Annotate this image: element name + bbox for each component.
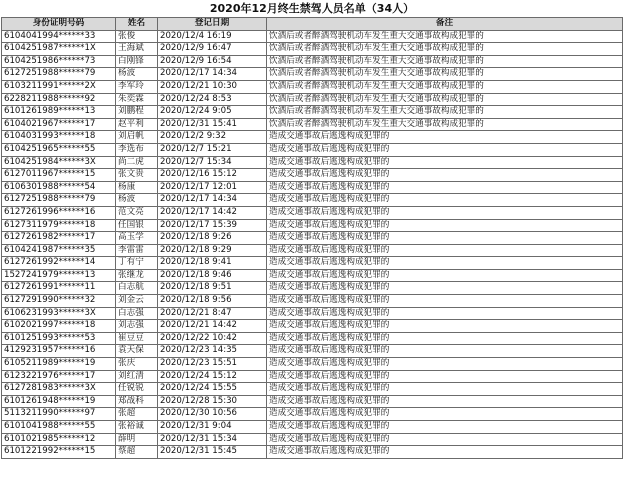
cell-id: 6101251993******53 bbox=[2, 332, 116, 345]
table-body bbox=[2, 30, 623, 458]
cell-note: 饮酒后或者醉酒驾驶机动车发生重大交通事故构成犯罪的 bbox=[267, 80, 623, 93]
table-row bbox=[2, 30, 623, 43]
cell-name: 刘志强 bbox=[116, 320, 158, 333]
table-row bbox=[2, 244, 623, 257]
cell-note: 造成交通事故后逃逸构成犯罪的 bbox=[267, 433, 623, 446]
cell-date: 2020/12/7 15:34 bbox=[158, 156, 267, 169]
cell-id: 6127251988******79 bbox=[2, 194, 116, 207]
cell-date: 2020/12/18 9:51 bbox=[158, 282, 267, 295]
table-row bbox=[2, 68, 623, 81]
table-row bbox=[2, 118, 623, 131]
cell-date: 2020/12/24 15:12 bbox=[158, 370, 267, 383]
table-row bbox=[2, 307, 623, 320]
cell-note: 造成交通事故后逃逸构成犯罪的 bbox=[267, 143, 623, 156]
cell-id: 6127011967******15 bbox=[2, 169, 116, 182]
cell-id: 1527241979******13 bbox=[2, 269, 116, 282]
cell-note: 造成交通事故后逃逸构成犯罪的 bbox=[267, 295, 623, 308]
cell-note: 造成交通事故后逃逸构成犯罪的 bbox=[267, 219, 623, 232]
cell-name: 李选布 bbox=[116, 143, 158, 156]
table-row bbox=[2, 169, 623, 182]
table-row bbox=[2, 131, 623, 144]
cell-id: 6104041994******33 bbox=[2, 30, 116, 43]
cell-date: 2020/12/31 15:41 bbox=[158, 118, 267, 131]
cell-date: 2020/12/22 10:42 bbox=[158, 332, 267, 345]
table-header bbox=[2, 18, 623, 31]
cell-note: 造成交通事故后逃逸构成犯罪的 bbox=[267, 206, 623, 219]
cell-name: 张超 bbox=[116, 408, 158, 421]
cell-name: 高玉学 bbox=[116, 232, 158, 245]
cell-note: 造成交通事故后逃逸构成犯罪的 bbox=[267, 282, 623, 295]
table-row bbox=[2, 421, 623, 434]
cell-date: 2020/12/18 9:26 bbox=[158, 232, 267, 245]
table-row bbox=[2, 156, 623, 169]
cell-name: 张文贵 bbox=[116, 169, 158, 182]
cell-date: 2020/12/17 12:01 bbox=[158, 181, 267, 194]
cell-name: 张裕诚 bbox=[116, 421, 158, 434]
table-row bbox=[2, 106, 623, 119]
cell-note: 饮酒后或者醉酒驾驶机动车发生重大交通事故构成犯罪的 bbox=[267, 30, 623, 43]
cell-id: 6127261996******16 bbox=[2, 206, 116, 219]
header-row bbox=[2, 18, 623, 31]
cell-name: 张俊 bbox=[116, 30, 158, 43]
ban-list-table bbox=[1, 17, 623, 459]
cell-note: 饮酒后或者醉酒驾驶机动车发生重大交通事故构成犯罪的 bbox=[267, 55, 623, 68]
column-header-note: 备注 bbox=[267, 18, 623, 31]
cell-name: 赵平利 bbox=[116, 118, 158, 131]
cell-id: 6106231993******3X bbox=[2, 307, 116, 320]
table-row bbox=[2, 80, 623, 93]
cell-date: 2020/12/31 9:04 bbox=[158, 421, 267, 434]
cell-id: 6101021985******12 bbox=[2, 433, 116, 446]
cell-date: 2020/12/16 15:12 bbox=[158, 169, 267, 182]
cell-date: 2020/12/21 8:47 bbox=[158, 307, 267, 320]
table-row bbox=[2, 433, 623, 446]
cell-note: 造成交通事故后逃逸构成犯罪的 bbox=[267, 421, 623, 434]
cell-id: 6101041988******55 bbox=[2, 421, 116, 434]
cell-name: 李雷雷 bbox=[116, 244, 158, 257]
cell-date: 2020/12/18 9:29 bbox=[158, 244, 267, 257]
cell-name: 郑战科 bbox=[116, 395, 158, 408]
cell-id: 6106301988******54 bbox=[2, 181, 116, 194]
cell-name: 刘鹏程 bbox=[116, 106, 158, 119]
cell-name: 范文亮 bbox=[116, 206, 158, 219]
cell-name: 袁天保 bbox=[116, 345, 158, 358]
cell-id: 6104251986******73 bbox=[2, 55, 116, 68]
cell-date: 2020/12/28 15:30 bbox=[158, 395, 267, 408]
cell-name: 刘启帆 bbox=[116, 131, 158, 144]
table-row bbox=[2, 446, 623, 459]
cell-note: 造成交通事故后逃逸构成犯罪的 bbox=[267, 307, 623, 320]
cell-id: 6127261982******17 bbox=[2, 232, 116, 245]
cell-date: 2020/12/9 16:54 bbox=[158, 55, 267, 68]
cell-note: 饮酒后或者醉酒驾驶机动车发生重大交通事故构成犯罪的 bbox=[267, 43, 623, 56]
cell-name: 任国银 bbox=[116, 219, 158, 232]
cell-id: 6104251984******3X bbox=[2, 156, 116, 169]
cell-id: 6127311979******18 bbox=[2, 219, 116, 232]
cell-date: 2020/12/31 15:34 bbox=[158, 433, 267, 446]
cell-id: 6105211989******19 bbox=[2, 358, 116, 371]
cell-note: 造成交通事故后逃逸构成犯罪的 bbox=[267, 131, 623, 144]
table-row bbox=[2, 332, 623, 345]
cell-note: 饮酒后或者醉酒驾驶机动车发生重大交通事故构成犯罪的 bbox=[267, 68, 623, 81]
cell-id: 5113211990******97 bbox=[2, 408, 116, 421]
cell-note: 造成交通事故后逃逸构成犯罪的 bbox=[267, 169, 623, 182]
cell-date: 2020/12/18 9:46 bbox=[158, 269, 267, 282]
cell-date: 2020/12/23 14:35 bbox=[158, 345, 267, 358]
cell-name: 崔豆豆 bbox=[116, 332, 158, 345]
cell-note: 饮酒后或者醉酒驾驶机动车发生重大交通事故构成犯罪的 bbox=[267, 93, 623, 106]
cell-note: 造成交通事故后逃逸构成犯罪的 bbox=[267, 156, 623, 169]
table-row bbox=[2, 269, 623, 282]
cell-name: 李军玲 bbox=[116, 80, 158, 93]
cell-name: 杨康 bbox=[116, 181, 158, 194]
cell-date: 2020/12/17 14:34 bbox=[158, 194, 267, 207]
cell-date: 2020/12/18 9:56 bbox=[158, 295, 267, 308]
cell-date: 2020/12/31 15:45 bbox=[158, 446, 267, 459]
cell-note: 造成交通事故后逃逸构成犯罪的 bbox=[267, 332, 623, 345]
table-row bbox=[2, 345, 623, 358]
table-row bbox=[2, 43, 623, 56]
cell-id: 6127281983******3X bbox=[2, 383, 116, 396]
cell-name: 杨波 bbox=[116, 68, 158, 81]
cell-date: 2020/12/2 9:32 bbox=[158, 131, 267, 144]
cell-date: 2020/12/17 14:34 bbox=[158, 68, 267, 81]
cell-note: 造成交通事故后逃逸构成犯罪的 bbox=[267, 358, 623, 371]
table-row bbox=[2, 395, 623, 408]
cell-note: 造成交通事故后逃逸构成犯罪的 bbox=[267, 345, 623, 358]
cell-date: 2020/12/9 16:47 bbox=[158, 43, 267, 56]
cell-id: 6127261991******11 bbox=[2, 282, 116, 295]
cell-name: 王海斌 bbox=[116, 43, 158, 56]
cell-date: 2020/12/24 9:05 bbox=[158, 106, 267, 119]
table-row bbox=[2, 206, 623, 219]
cell-date: 2020/12/24 8:53 bbox=[158, 93, 267, 106]
cell-name: 朱奕霖 bbox=[116, 93, 158, 106]
cell-name: 刘金云 bbox=[116, 295, 158, 308]
column-header-name: 姓名 bbox=[116, 18, 158, 31]
column-header-date: 登记日期 bbox=[158, 18, 267, 31]
cell-date: 2020/12/18 9:41 bbox=[158, 257, 267, 270]
cell-date: 2020/12/4 16:19 bbox=[158, 30, 267, 43]
cell-name: 刘红清 bbox=[116, 370, 158, 383]
cell-name: 任锐锐 bbox=[116, 383, 158, 396]
cell-id: 6103211991******2X bbox=[2, 80, 116, 93]
cell-note: 造成交通事故后逃逸构成犯罪的 bbox=[267, 408, 623, 421]
table-row bbox=[2, 370, 623, 383]
cell-date: 2020/12/21 10:30 bbox=[158, 80, 267, 93]
cell-name: 白刚锋 bbox=[116, 55, 158, 68]
cell-note: 造成交通事故后逃逸构成犯罪的 bbox=[267, 370, 623, 383]
cell-id: 6101261948******19 bbox=[2, 395, 116, 408]
cell-name: 丁有宁 bbox=[116, 257, 158, 270]
table-row bbox=[2, 219, 623, 232]
table-row bbox=[2, 232, 623, 245]
cell-id: 6127291990******32 bbox=[2, 295, 116, 308]
cell-date: 2020/12/21 14:42 bbox=[158, 320, 267, 333]
cell-note: 造成交通事故后逃逸构成犯罪的 bbox=[267, 395, 623, 408]
table-row bbox=[2, 55, 623, 68]
table-row bbox=[2, 320, 623, 333]
cell-note: 饮酒后或者醉酒驾驶机动车发生重大交通事故构成犯罪的 bbox=[267, 106, 623, 119]
cell-date: 2020/12/24 15:55 bbox=[158, 383, 267, 396]
cell-name: 张继龙 bbox=[116, 269, 158, 282]
cell-note: 造成交通事故后逃逸构成犯罪的 bbox=[267, 181, 623, 194]
cell-note: 造成交通事故后逃逸构成犯罪的 bbox=[267, 269, 623, 282]
cell-note: 造成交通事故后逃逸构成犯罪的 bbox=[267, 320, 623, 333]
cell-id: 6104241987******35 bbox=[2, 244, 116, 257]
cell-date: 2020/12/30 10:56 bbox=[158, 408, 267, 421]
cell-note: 造成交通事故后逃逸构成犯罪的 bbox=[267, 446, 623, 459]
cell-note: 造成交通事故后逃逸构成犯罪的 bbox=[267, 383, 623, 396]
cell-id: 6104021967******17 bbox=[2, 118, 116, 131]
table-row bbox=[2, 358, 623, 371]
table-row bbox=[2, 295, 623, 308]
cell-date: 2020/12/7 15:21 bbox=[158, 143, 267, 156]
cell-id: 6101221992******15 bbox=[2, 446, 116, 459]
cell-note: 造成交通事故后逃逸构成犯罪的 bbox=[267, 257, 623, 270]
table-row bbox=[2, 383, 623, 396]
cell-name: 杨波 bbox=[116, 194, 158, 207]
cell-name: 尚二虎 bbox=[116, 156, 158, 169]
table-row bbox=[2, 282, 623, 295]
cell-id: 6123221976******17 bbox=[2, 370, 116, 383]
cell-id: 6127251988******79 bbox=[2, 68, 116, 81]
table-row bbox=[2, 257, 623, 270]
cell-date: 2020/12/17 15:39 bbox=[158, 219, 267, 232]
cell-date: 2020/12/23 15:51 bbox=[158, 358, 267, 371]
cell-id: 6104251987******1X bbox=[2, 43, 116, 56]
cell-note: 饮酒后或者醉酒驾驶机动车发生重大交通事故构成犯罪的 bbox=[267, 118, 623, 131]
column-header-id: 身份证明号码 bbox=[2, 18, 116, 31]
cell-id: 6104031993******18 bbox=[2, 131, 116, 144]
cell-date: 2020/12/17 14:42 bbox=[158, 206, 267, 219]
cell-id: 6127261992******14 bbox=[2, 257, 116, 270]
cell-note: 造成交通事故后逃逸构成犯罪的 bbox=[267, 244, 623, 257]
table-row bbox=[2, 143, 623, 156]
cell-name: 薛明 bbox=[116, 433, 158, 446]
cell-id: 4129231957******16 bbox=[2, 345, 116, 358]
cell-name: 白志强 bbox=[116, 307, 158, 320]
cell-id: 6102021997******18 bbox=[2, 320, 116, 333]
table-row bbox=[2, 181, 623, 194]
page-title: 2020年12月终生禁驾人员名单（34人） bbox=[209, 2, 415, 15]
table-row bbox=[2, 194, 623, 207]
cell-name: 白志航 bbox=[116, 282, 158, 295]
cell-name: 蔡超 bbox=[116, 446, 158, 459]
cell-note: 造成交通事故后逃逸构成犯罪的 bbox=[267, 194, 623, 207]
cell-id: 6101261989******13 bbox=[2, 106, 116, 119]
table-row bbox=[2, 93, 623, 106]
cell-name: 张庆 bbox=[116, 358, 158, 371]
cell-id: 6228211988******92 bbox=[2, 93, 116, 106]
cell-id: 6104251965******55 bbox=[2, 143, 116, 156]
table-row bbox=[2, 408, 623, 421]
cell-note: 造成交通事故后逃逸构成犯罪的 bbox=[267, 232, 623, 245]
